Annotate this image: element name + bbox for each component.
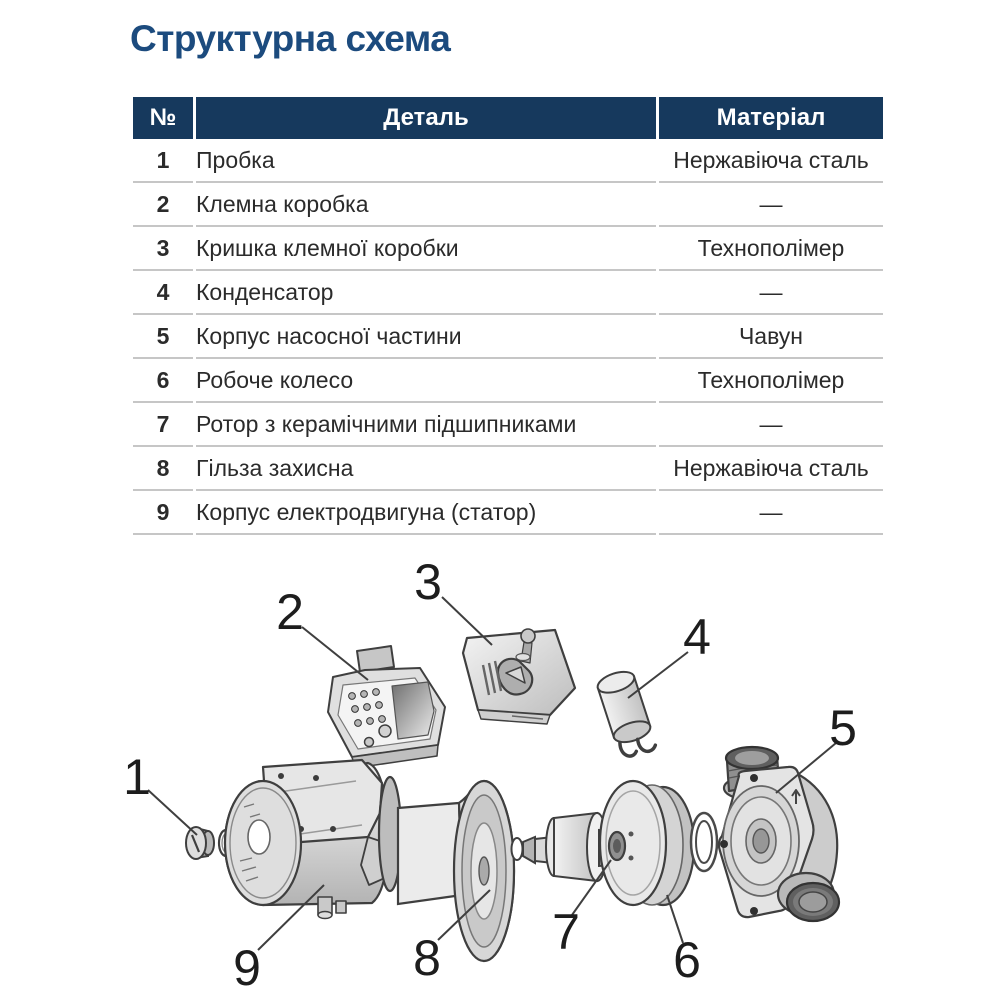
row-num: 9 [133,491,193,535]
row-material: Чавун [659,315,883,359]
callout-7: 7 [552,904,580,960]
row-part: Клемна коробка [196,183,656,227]
part-pump-housing [719,747,839,921]
page-title: Структурна схема [130,18,451,59]
row-part: Гільза захисна [196,447,656,491]
row-material: Технополімер [659,227,883,271]
table-row [133,139,883,183]
table-row [133,183,883,227]
row-num: 7 [133,403,193,447]
row-part: Ротор з керамічними підшипниками [196,403,656,447]
leader-line-1 [148,790,197,835]
row-material: — [659,403,883,447]
row-num: 8 [133,447,193,491]
row-num: 5 [133,315,193,359]
column-header-material: Матеріал [659,97,883,139]
row-num: 4 [133,271,193,315]
callout-4: 4 [683,609,711,665]
row-num: 3 [133,227,193,271]
table-row [133,315,883,359]
row-part: Кришка клемної коробки [196,227,656,271]
callout-8: 8 [413,930,441,986]
exploded-diagram [0,545,1000,1000]
table-row [133,271,883,315]
part-terminal-box [328,646,445,768]
table-row [133,447,883,491]
part-gasket-ring [691,813,717,871]
row-num: 1 [133,139,193,183]
row-material: — [659,271,883,315]
row-material: Технополімер [659,359,883,403]
column-header-num: № [133,97,193,139]
row-material: Нержавіюча сталь [659,139,883,183]
row-material: Нержавіюча сталь [659,447,883,491]
column-header-part: Деталь [196,97,656,139]
table-row [133,227,883,271]
row-part: Корпус насосної частини [196,315,656,359]
leader-line-4 [628,652,688,698]
part-terminal-box-cover [463,629,575,724]
row-part: Корпус електродвигуна (статор) [196,491,656,535]
table-row [133,403,883,447]
callout-5: 5 [829,700,857,756]
callout-1: 1 [123,749,151,805]
table-header-row [133,97,883,139]
row-num: 6 [133,359,193,403]
callout-3: 3 [414,554,442,610]
row-material: — [659,491,883,535]
part-impeller [600,781,694,905]
row-material: — [659,183,883,227]
table-row [133,491,883,535]
callout-2: 2 [276,584,304,640]
callout-6: 6 [673,932,701,988]
row-part: Конденсатор [196,271,656,315]
table-row [133,359,883,403]
parts-table [130,97,886,535]
row-num: 2 [133,183,193,227]
callout-9: 9 [233,940,261,996]
row-part: Пробка [196,139,656,183]
row-part: Робоче колесо [196,359,656,403]
